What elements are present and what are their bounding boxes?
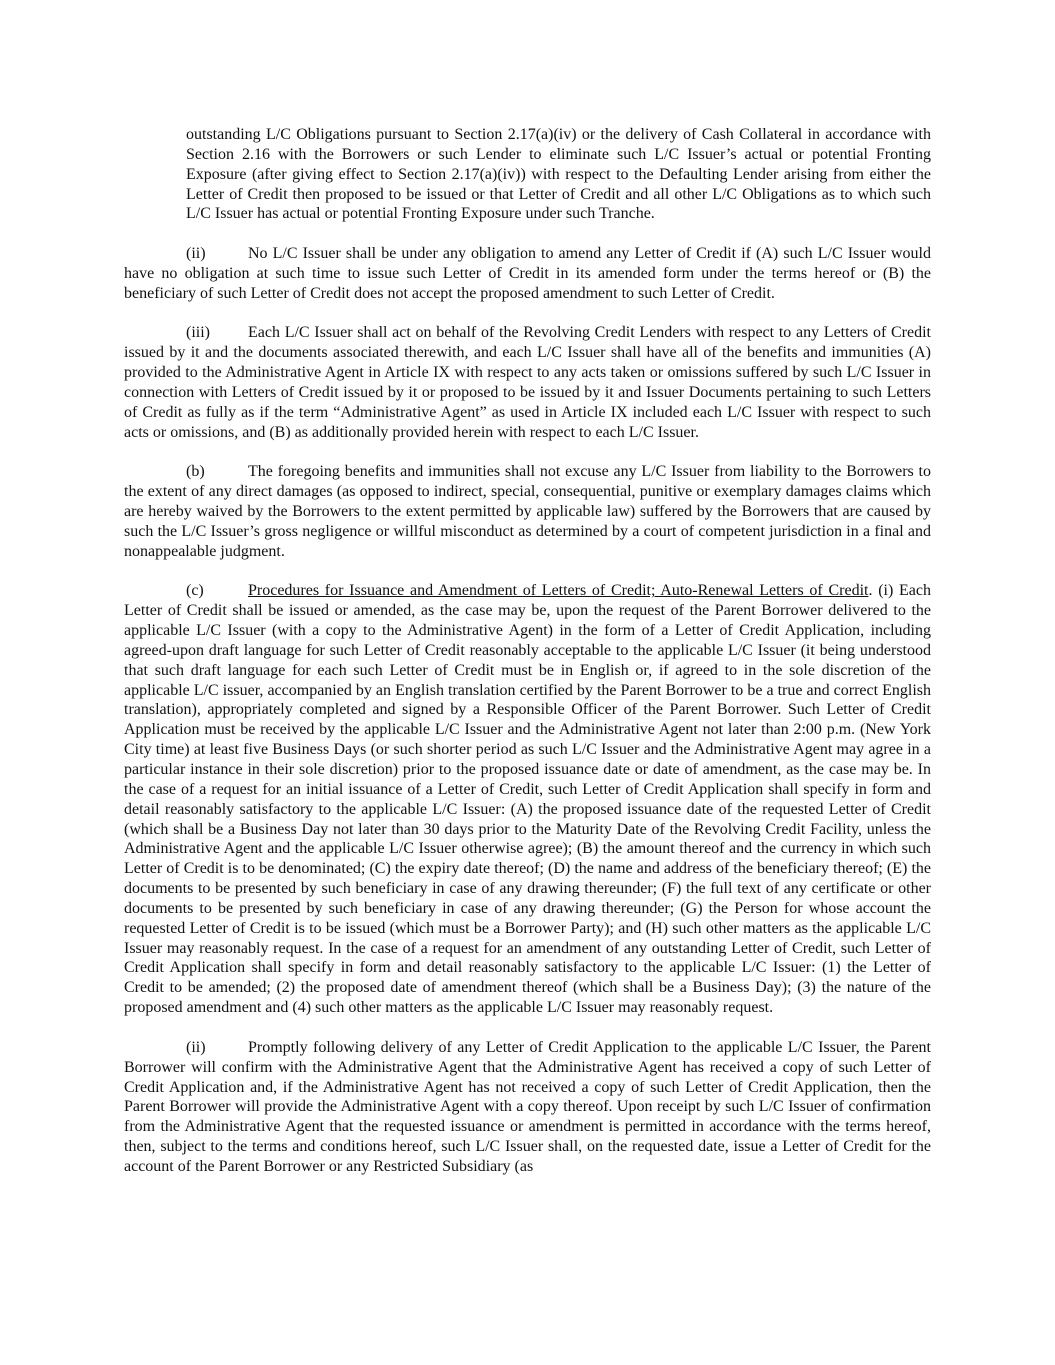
clause-label: (b) — [186, 463, 205, 481]
paragraph-continuation — [186, 125, 931, 224]
clause-label: (ii) — [186, 245, 206, 263]
heading-period: . — [868, 582, 873, 600]
paragraph-a-ii — [124, 244, 931, 304]
section-heading: Procedures for Issuance and Amendment of Letters of Credit; Auto-Renewal Letters of Credit — [248, 582, 869, 600]
paragraph-text: (i) Each Letter of Credit shall be issued or amended, as the case may be, upon the request of the Parent Borrower delivered to the applicable L/C Issuer (with a copy to the Administrative Agent) in the form of a Letter of Credit Application, including agreed-upon draft language for such Letter of Credit reasonably acceptable to the applicable L/C Issuer (it being understood that such draft language for each such Letter of Credit must be in English or, if agreed to in the sole discretion of the applicable L/C issuer, accompanied by an English translation certified by the Parent Borrower to be a true and correct English translation), appropriately completed and signed by a Responsible Officer of the Parent Borrower. Such Letter of Credit Application must be received by the applicable L/C Issuer and the Administrative Agent not later than 2:00 p.m. (New York City time) at least five Business Days (or such shorter period as such L/C Issuer and the Administrative Agent may agree in a particular instance in their sole discretion) prior to the proposed issuance date or date of amendment, as the case may be. In the case of a request for an initial issuance of a Letter of Credit, such Letter of Credit Application shall specify in form and detail reasonably satisfactory to the applicable L/C Issuer: (A) the proposed issuance date of the requested Letter of Credit (which shall be a Business Day not later than 30 days prior to the Maturity Date of the Revolving Credit Facility, unless the Administrative Agent and the applicable L/C Issuer otherwise agree); (B) the amount thereof and the currency in which such Letter of Credit is to be denominated; (C) the expiry date thereof; (D) the name and address of the beneficiary thereof; (E) the documents to be presented by such beneficiary in case of any drawing thereunder; (F) the full text of any certificate or other documents to be presented by such beneficiary in case of any drawing thereunder; (G) the Person for whose account the requested Letter of Credit is to be issued (which must be a Borrower Party); and (H) such other matters as the applicable L/C Issuer may reasonably request. In the case of a request for an amendment of any outstanding Letter of Credit, such Letter of Credit Application shall specify in form and detail reasonably satisfactory to the applicable L/C Issuer: (1) the Letter of Credit to be amended; (2) the proposed date of amendment thereof (which shall be a Business Day); (3) the nature of the proposed amendment and (4) such other matters as the applicable L/C Issuer may reasonably request. — [124, 582, 932, 1017]
paragraph-c — [124, 581, 931, 1018]
paragraph-text: No L/C Issuer shall be under any obligation to amend any Letter of Credit if (A) such L/C Issuer would have no obligation at such time to issue such Letter of Credit in its amended form under the terms hereof or (B) the beneficiary of such Letter of Credit does not accept the proposed amendment to such Letter of Credit. — [124, 245, 931, 302]
paragraph-a-iii — [124, 323, 931, 442]
paragraph-text: outstanding L/C Obligations pursuant to Section 2.17(a)(iv) or the delivery of Cash Collateral in accordance with Section 2.16 with the Borrowers or such Lender to eliminate such L/C Issuer’s actual or potential Fronting Exposure (after giving effect to Section 2.17(a)(iv)) with respect to the Defaulting Lender arising from either the Letter of Credit then proposed to be issued or that Letter of Credit and all other L/C Obligations as to which such L/C Issuer has actual or potential Fronting Exposure under such Tranche. — [186, 126, 931, 223]
paragraph-text: Each L/C Issuer shall act on behalf of the Revolving Credit Lenders with respect to any Letters of Credit issued by it and the documents associated therewith, and each L/C Issuer shall have all of the benefits and immunities (A) provided to the Administrative Agent in Article IX with respect to any acts taken or omissions suffered by such L/C Issuer in connection with Letters of Credit issued by it or proposed to be issued by it and Issuer Documents pertaining to such Letters of Credit as fully as if the term “Administrative Agent” as used in Article IX included each L/C Issuer with respect to such acts or omissions, and (B) as additionally provided herein with respect to each L/C Issuer. — [124, 324, 931, 441]
document-page — [124, 125, 931, 1197]
clause-label: (c) — [186, 582, 204, 600]
paragraph-text: Promptly following delivery of any Letter of Credit Application to the applicable L/C Issuer, the Parent Borrower will confirm with the Administrative Agent that the Administrative Agent has received a copy of such Letter of Credit Application and, if the Administrative Agent has not received a copy of such Letter of Credit Application, then the Parent Borrower will provide the Administrative Agent with a copy thereof. Upon receipt by such L/C Issuer of confirmation from the Administrative Agent that the requested issuance or amendment is permitted in accordance with the terms hereof, then, subject to the terms and conditions hereof, such L/C Issuer shall, on the requested date, issue a Letter of Credit for the account of the Parent Borrower or any Restricted Subsidiary (as — [124, 1038, 931, 1175]
paragraph-c-ii — [124, 1038, 931, 1177]
paragraph-b — [124, 462, 931, 561]
clause-label: (ii) — [186, 1038, 206, 1056]
paragraph-text: The foregoing benefits and immunities shall not excuse any L/C Issuer from liability to the Borrowers to the extent of any direct damages (as opposed to indirect, special, consequential, punitive or exemplary damages claims which are hereby waived by the Borrowers to the extent permitted by applicable law) suffered by the Borrowers that are caused by such the L/C Issuer’s gross negligence or willful misconduct as determined by a court of competent jurisdiction in a final and nonappealable judgment. — [124, 463, 931, 560]
clause-label: (iii) — [186, 324, 210, 342]
